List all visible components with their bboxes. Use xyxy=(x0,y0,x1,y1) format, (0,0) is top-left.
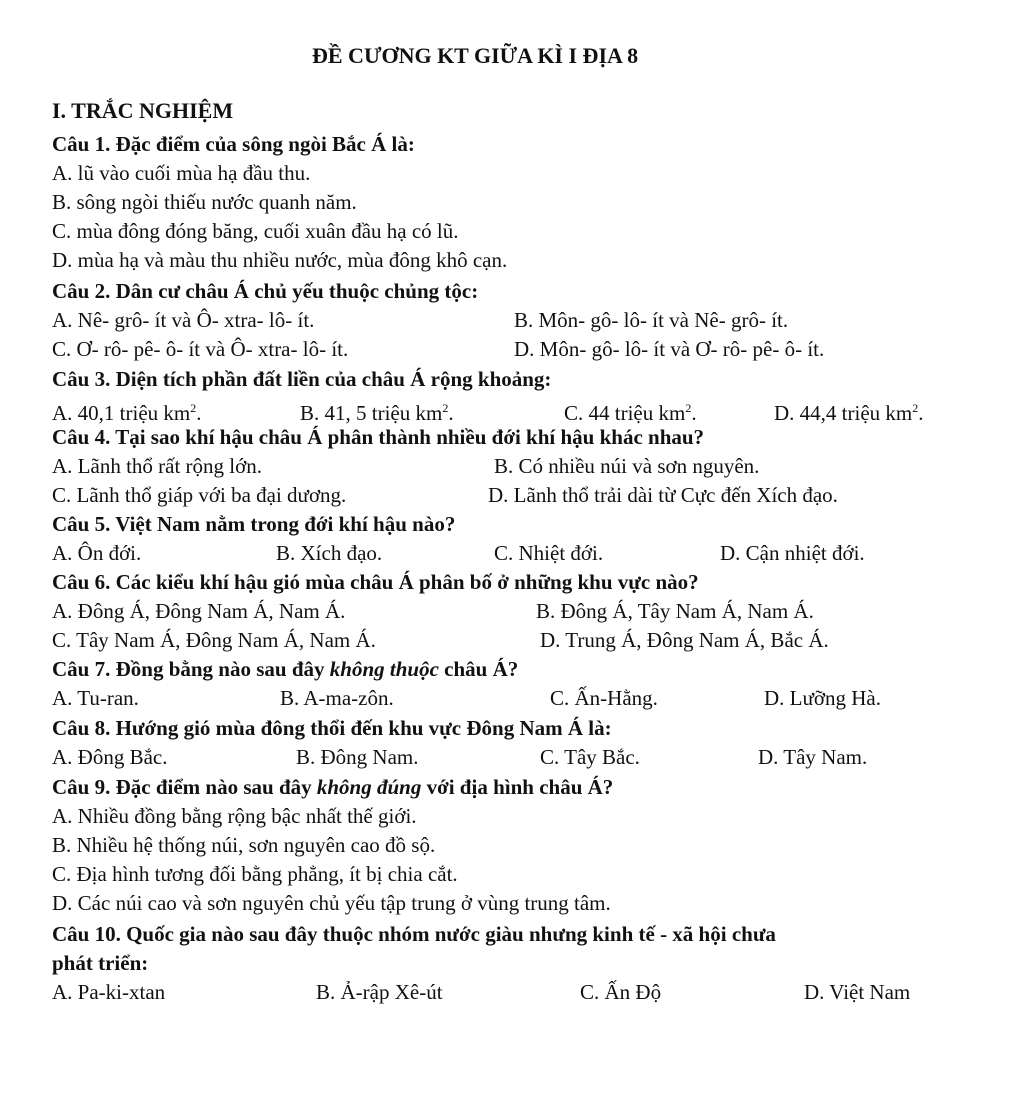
question-10-option-a: A. Pa-ki-xtan xyxy=(52,980,166,1004)
question-4-stem: Câu 4. Tại sao khí hậu châu Á phân thành nhiều đới khí hậu khác nhau? xyxy=(52,425,705,449)
question-7-option-b: B. A-ma-zôn. xyxy=(280,686,394,710)
question-7-option-c: C. Ấn-Hằng. xyxy=(550,686,658,710)
question-2-option-d: D. Môn- gô- lô- ít và Ơ- rô- pê- ô- ít. xyxy=(514,337,825,361)
question-9-stem: Câu 9. Đặc điểm nào sau đây không đúng với địa hình châu Á? xyxy=(52,775,614,799)
question-8-option-a: A. Đông Bắc. xyxy=(52,745,168,769)
question-5-option-d: D. Cận nhiệt đới. xyxy=(720,541,865,565)
question-4-option-a: A. Lãnh thổ rất rộng lớn. xyxy=(52,454,262,478)
question-5-option-c: C. Nhiệt đới. xyxy=(494,541,604,565)
question-6-option-c: C. Tây Nam Á, Đông Nam Á, Nam Á. xyxy=(52,628,376,652)
question-7-option-a: A. Tu-ran. xyxy=(52,686,139,710)
question-4-option-c: C. Lãnh thổ giáp với ba đại dương. xyxy=(52,483,347,507)
question-10-option-d: D. Việt Nam xyxy=(804,980,911,1004)
question-5-stem: Câu 5. Việt Nam nằm trong đới khí hậu nào? xyxy=(52,512,456,536)
question-1-option-d: D. mùa hạ và màu thu nhiều nước, mùa đông khô cạn. xyxy=(52,248,508,272)
question-3-option-c: C. 44 triệu $km^2$. xyxy=(564,401,697,425)
question-7-option-d: D. Lưỡng Hà. xyxy=(764,686,881,710)
question-10-stem-line-1: Câu 10. Quốc gia nào sau đây thuộc nhóm nước giàu nhưng kinh tế - xã hội chưa xyxy=(52,922,776,946)
question-1-option-c: C. mùa đông đóng băng, cuối xuân đầu hạ có lũ. xyxy=(52,219,459,243)
question-6-option-d: D. Trung Á, Đông Nam Á, Bắc Á. xyxy=(540,628,829,652)
question-10-stem-line-2: phát triển: xyxy=(52,951,149,975)
question-3-option-b: B. 41, 5 triệu $km^2$. xyxy=(300,401,454,425)
question-3-option-d: D. 44,4 triệu $km^2$. xyxy=(774,401,924,425)
question-9-option-c: C. Địa hình tương đối bằng phẳng, ít bị chia cắt. xyxy=(52,862,458,886)
question-3-option-a: A. 40,1 triệu $km^2$. xyxy=(52,401,202,425)
question-8-option-c: C. Tây Bắc. xyxy=(540,745,640,769)
question-9-option-b: B. Nhiều hệ thống núi, sơn nguyên cao đồ sộ. xyxy=(52,833,436,857)
question-8-stem: Câu 8. Hướng gió mùa đông thổi đến khu vực Đông Nam Á là: xyxy=(52,716,612,740)
question-1-option-a: A. lũ vào cuối mùa hạ đầu thu. xyxy=(52,161,311,185)
question-10-option-c: C. Ấn Độ xyxy=(580,980,662,1004)
question-8-option-d: D. Tây Nam. xyxy=(758,745,868,769)
question-2-option-b: B. Môn- gô- lô- ít và Nê- grô- ít. xyxy=(514,308,789,332)
question-9-option-a: A. Nhiều đồng bằng rộng bậc nhất thế giới. xyxy=(52,804,417,828)
document-title: ĐỀ CƯƠNG KT GIỮA KÌ I ĐỊA 8 xyxy=(312,43,639,68)
question-4-option-d: D. Lãnh thổ trải dài từ Cực đến Xích đạo. xyxy=(488,483,838,507)
question-6-option-a: A. Đông Á, Đông Nam Á, Nam Á. xyxy=(52,599,346,623)
question-1-option-b: B. sông ngòi thiếu nước quanh năm. xyxy=(52,190,357,214)
section-heading: I. TRẮC NGHIỆM xyxy=(52,98,234,123)
question-5-option-b: B. Xích đạo. xyxy=(276,541,383,565)
question-2-option-a: A. Nê- grô- ít và Ô- xtra- lô- ít. xyxy=(52,308,315,332)
question-7-stem: Câu 7. Đồng bằng nào sau đây không thuộc châu Á? xyxy=(52,657,519,681)
question-3-stem: Câu 3. Diện tích phần đất liền của châu Á rộng khoảng: xyxy=(52,367,552,391)
question-8-option-b: B. Đông Nam. xyxy=(296,745,419,769)
question-6-option-b: B. Đông Á, Tây Nam Á, Nam Á. xyxy=(536,599,814,623)
question-4-option-b: B. Có nhiều núi và sơn nguyên. xyxy=(494,454,760,478)
question-5-option-a: A. Ôn đới. xyxy=(52,541,142,565)
question-1-stem: Câu 1. Đặc điểm của sông ngòi Bắc Á là: xyxy=(52,132,415,156)
question-10-option-b: B. Ả-rập Xê-út xyxy=(316,980,443,1004)
question-2-stem: Câu 2. Dân cư châu Á chủ yếu thuộc chủng tộc: xyxy=(52,279,479,303)
question-9-option-d: D. Các núi cao và sơn nguyên chủ yếu tập trung ở vùng trung tâm. xyxy=(52,891,611,915)
question-6-stem: Câu 6. Các kiểu khí hậu gió mùa châu Á phân bố ở những khu vực nào? xyxy=(52,570,699,594)
question-2-option-c: C. Ơ- rô- pê- ô- ít và Ô- xtra- lô- ít. xyxy=(52,337,349,361)
